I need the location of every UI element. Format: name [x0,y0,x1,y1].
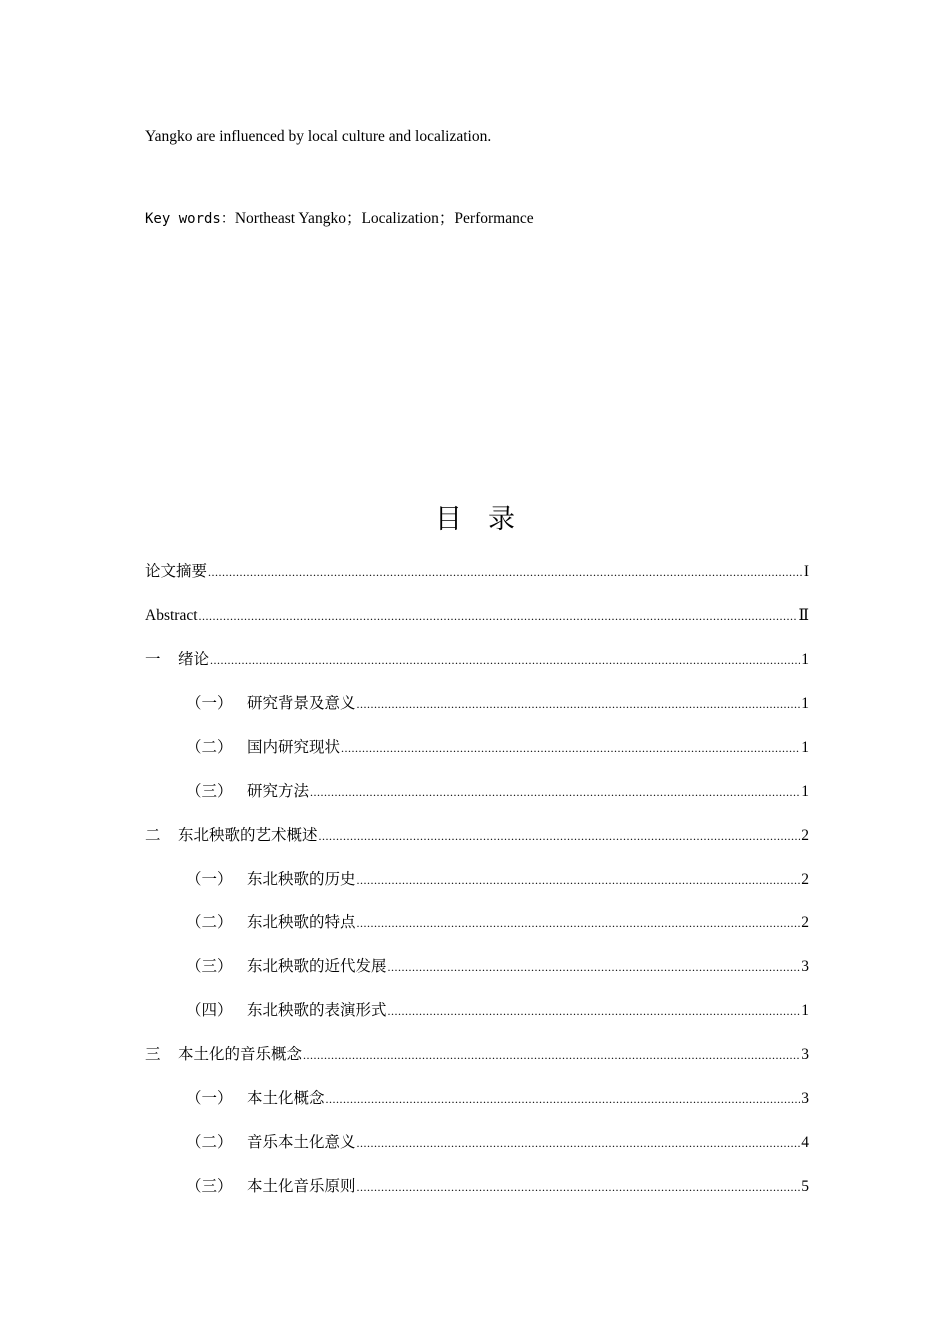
toc-entry-number: （三） [186,958,233,975]
toc-entry-number: （二） [186,739,233,756]
toc-entry[interactable] [145,605,809,627]
toc-entry-page: 4 [801,1134,809,1151]
toc-leader-dots [357,693,801,715]
toc-entry[interactable] [186,1088,809,1110]
toc-entry[interactable] [145,649,809,671]
toc-entry[interactable] [145,825,809,847]
toc-entry-page: 1 [801,739,809,756]
toc-entry-number: （三） [186,783,233,800]
toc-leader-dots [303,1044,800,1066]
toc-entry[interactable] [186,781,809,803]
keywords-line [145,208,534,230]
toc-entry-text: 东北秧歌的艺术概述 [178,827,318,844]
toc-entry-text: 东北秧歌的表演形式 [247,1002,387,1019]
toc-entry[interactable] [186,956,809,978]
toc-leader-dots [210,649,800,671]
toc-entry-number: （四） [186,1002,233,1019]
toc-entry-text: 研究背景及意义 [247,695,356,712]
toc-entry-text: 东北秧歌的近代发展 [247,958,387,975]
toc-entry-text: 国内研究现状 [247,739,341,756]
toc-entry[interactable] [145,1044,809,1066]
toc-entry-page: 1 [801,651,809,668]
toc-entry-text: 音乐本土化意义 [247,1134,356,1151]
toc-entry[interactable] [186,737,809,759]
toc-entry[interactable] [186,912,809,934]
toc-entry-page: I [803,563,809,580]
toc-entry-text: 研究方法 [247,783,310,800]
toc-leader-dots [388,1000,801,1022]
toc-entry-page: 3 [801,958,809,975]
toc-entry-number: （一） [186,695,233,712]
toc-entry-number: 二 [145,827,161,844]
toc-entry-text: 绪论 [178,651,210,668]
keywords-text: Northeast Yangko；Localization；Performance [234,210,534,227]
toc-entry-number: 一 [145,651,161,668]
toc-leader-dots [319,825,801,847]
toc-entry[interactable] [186,693,809,715]
toc-leader-dots [341,737,800,759]
toc-entry-page: 3 [801,1046,809,1063]
toc-entry[interactable] [186,869,809,891]
toc-leader-dots [357,869,801,891]
toc-leader-dots [208,561,803,583]
toc-entry-text: 本土化概念 [247,1090,325,1107]
toc-leader-dots [357,1176,801,1198]
toc-leader-dots [310,781,800,803]
toc-entry[interactable] [186,1132,809,1154]
toc-entry-page: 1 [801,1002,809,1019]
toc-leader-dots [326,1088,801,1110]
toc-entry-page: 2 [801,914,809,931]
toc-leader-dots [199,605,798,627]
toc-entry-page: 5 [801,1178,809,1195]
toc-entry-text: 本土化音乐原则 [247,1178,356,1195]
toc-entry-number: （一） [186,871,233,888]
toc-entry-text: 本土化的音乐概念 [178,1046,303,1063]
toc-entry-page: 2 [801,827,809,844]
toc-entry[interactable] [186,1176,809,1198]
toc-entry-text: 论文摘要 [145,563,208,580]
toc-entry-number: （三） [186,1178,233,1195]
toc-entry-number: （二） [186,914,233,931]
toc-entry-number: 三 [145,1046,161,1063]
toc-entry-text: Abstract [145,607,198,624]
toc-entry[interactable] [186,1000,809,1022]
toc-entry-page: Ⅱ [798,607,809,624]
toc-leader-dots [357,1132,801,1154]
toc-entry-number: （二） [186,1134,233,1151]
toc-entry-page: 3 [801,1090,809,1107]
abstract-last-line: Yangko are influenced by local culture and localization. [145,128,492,145]
toc-entry-text: 东北秧歌的特点 [247,914,356,931]
keywords-label: Key words： [145,211,235,227]
toc-entry-page: 1 [801,783,809,800]
toc-leader-dots [357,912,801,934]
toc-leader-dots [388,956,801,978]
toc-title: 目录 [435,504,541,535]
toc-entry-number: （一） [186,1090,233,1107]
toc-entry-page: 1 [801,695,809,712]
toc-entry[interactable] [145,561,809,583]
toc-entry-page: 2 [801,871,809,888]
toc-entry-text: 东北秧歌的历史 [247,871,356,888]
